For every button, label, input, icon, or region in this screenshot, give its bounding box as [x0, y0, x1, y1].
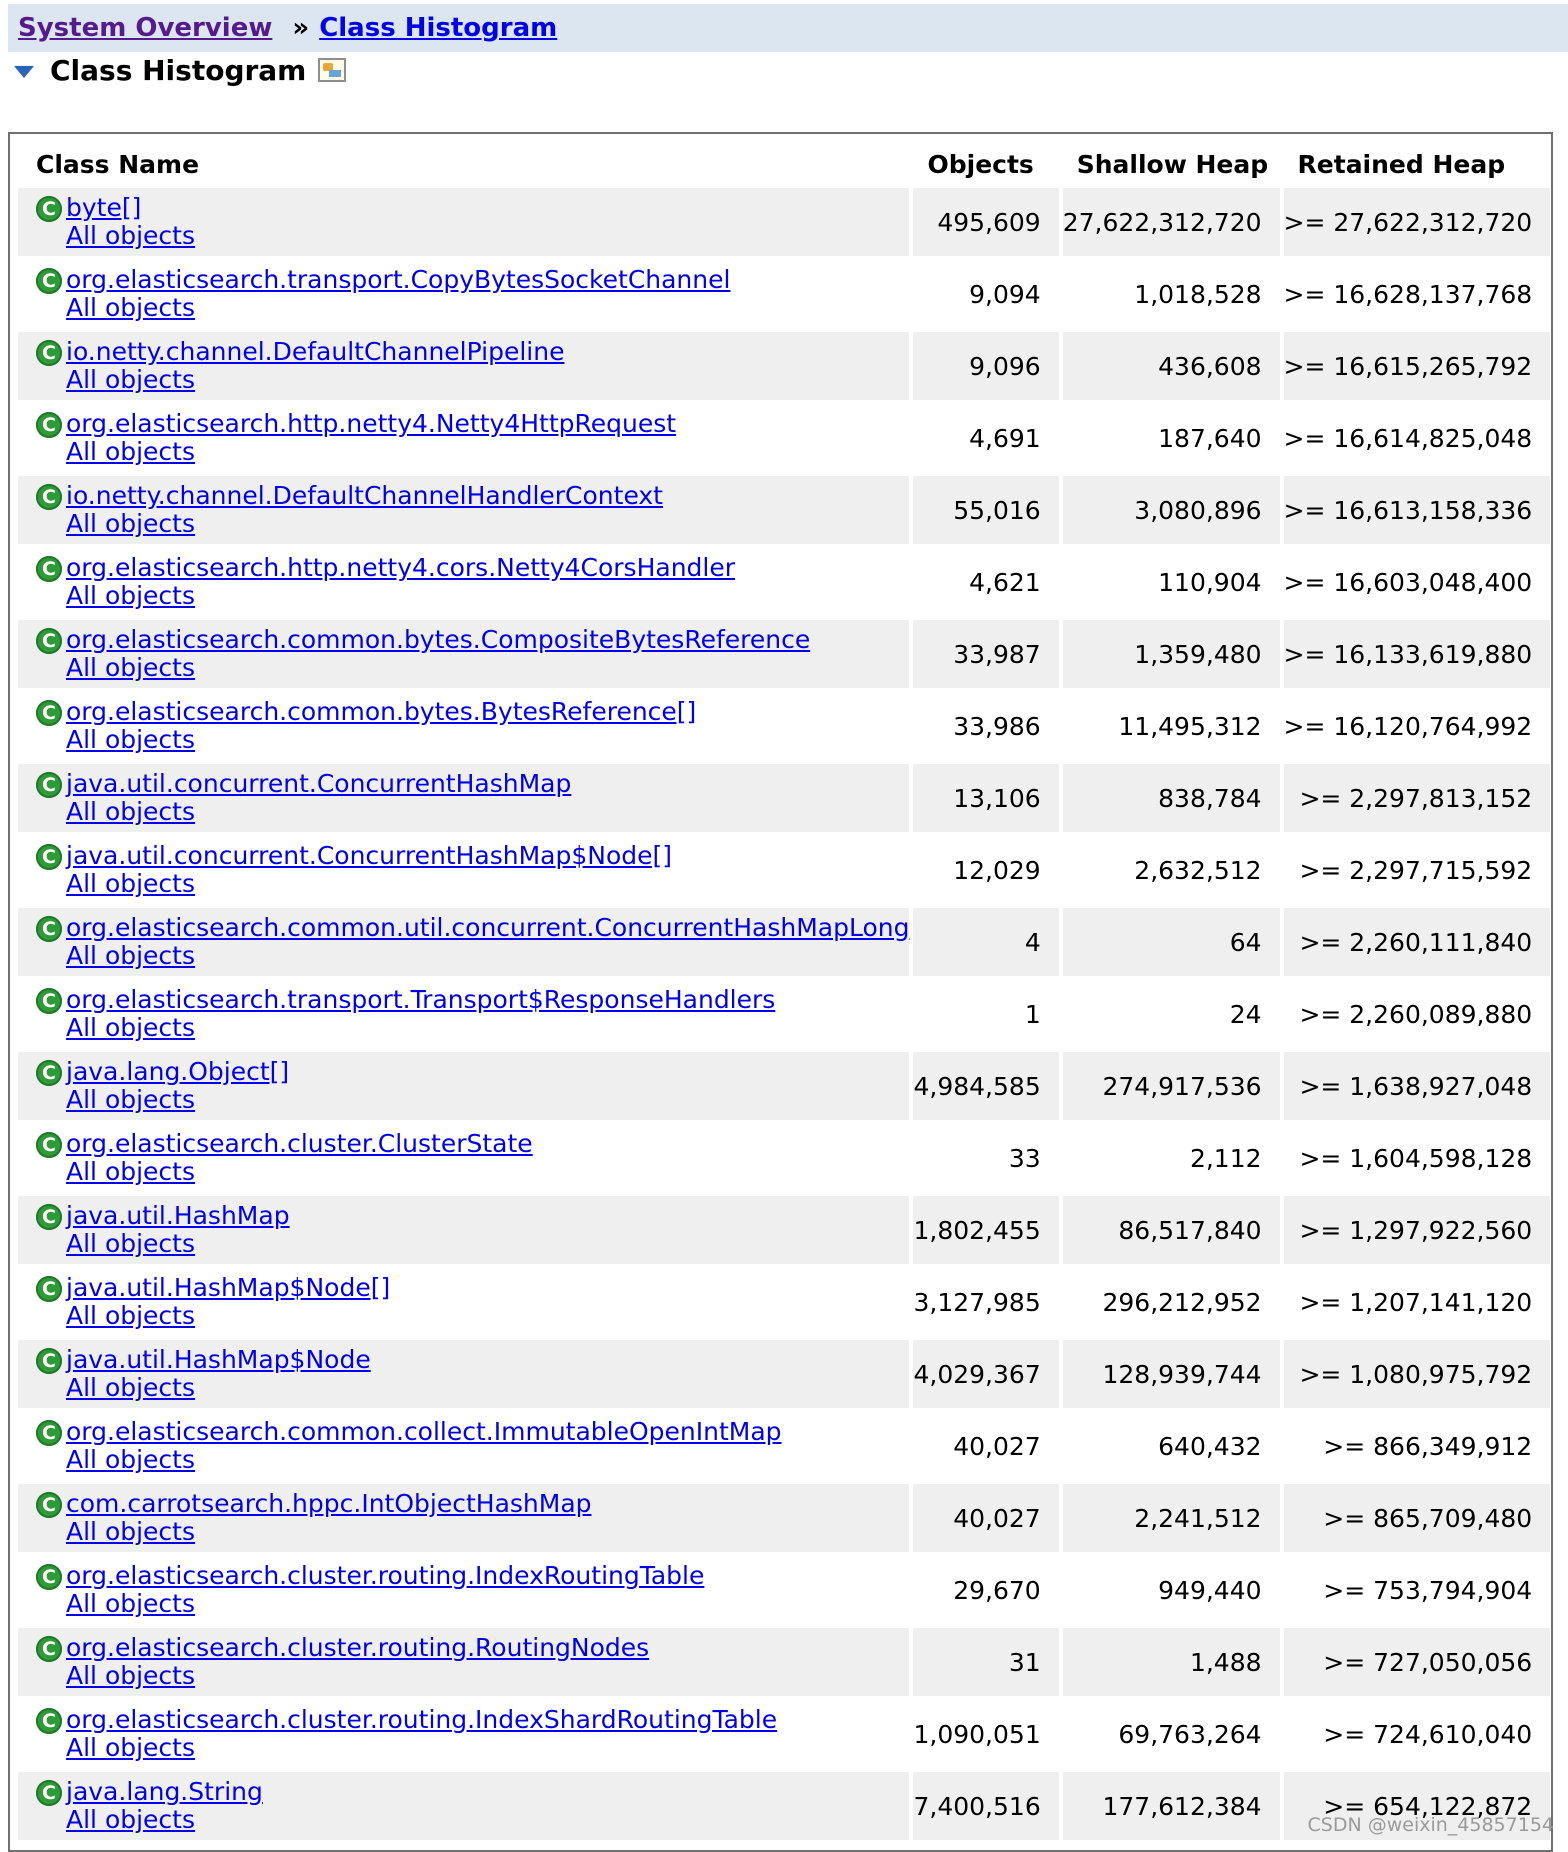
table-row	[18, 188, 1550, 256]
class-name-link[interactable]: org.elasticsearch.common.collect.ImmutableOpenIntMap	[66, 1417, 782, 1446]
class-name-link[interactable]: java.lang.Object[]	[66, 1057, 290, 1086]
shallow-heap-cell: 640,432	[1158, 1431, 1262, 1461]
class-icon: C	[36, 196, 62, 222]
class-name-wrap	[36, 554, 909, 610]
table-row	[18, 1340, 1550, 1408]
shallow-heap-cell: 949,440	[1158, 1575, 1262, 1605]
all-objects-link[interactable]: All objects	[66, 1229, 196, 1258]
all-objects-link[interactable]: All objects	[66, 1373, 196, 1402]
class-icon: C	[36, 1636, 62, 1662]
class-name-lines	[66, 482, 663, 538]
shallow-heap-cell: 27,622,312,720	[1063, 188, 1280, 256]
class-name-wrap	[36, 1418, 909, 1474]
class-name-cell	[18, 1196, 909, 1264]
class-name-lines	[66, 1562, 704, 1618]
class-name-lines	[66, 842, 672, 898]
all-objects-link[interactable]: All objects	[66, 1733, 196, 1762]
class-name-wrap	[36, 1706, 909, 1762]
class-icon: C	[36, 916, 62, 942]
all-objects-link[interactable]: All objects	[66, 293, 196, 322]
class-name-wrap	[36, 1490, 909, 1546]
class-name-link[interactable]: org.elasticsearch.cluster.routing.IndexRoutingTable	[66, 1561, 705, 1590]
section-header	[14, 52, 346, 88]
objects-cell: 40,027	[913, 1484, 1058, 1552]
breadcrumb-system-overview-link[interactable]: System Overview	[18, 13, 273, 43]
class-name-cell	[18, 908, 909, 976]
class-name-wrap	[36, 1058, 909, 1114]
class-name-link[interactable]: byte[]	[66, 193, 142, 222]
objects-cell: 9,096	[913, 332, 1058, 400]
objects-cell: 1,802,455	[913, 1196, 1058, 1264]
class-name-link[interactable]: org.elasticsearch.common.util.concurrent.ConcurrentHashMapLong	[66, 913, 910, 942]
class-name-cell	[18, 764, 909, 832]
objects-cell: 40,027	[953, 1431, 1041, 1461]
retained-heap-cell: >= 2,297,813,152	[1284, 764, 1551, 832]
class-name-cell	[18, 548, 909, 616]
shallow-heap-cell: 110,904	[1158, 567, 1262, 597]
class-name-lines	[66, 1130, 533, 1186]
objects-cell: 9,094	[969, 279, 1041, 309]
class-icon: C	[36, 268, 62, 294]
objects-cell: 1	[1024, 999, 1041, 1029]
class-name-wrap	[36, 1274, 909, 1330]
class-name-wrap	[36, 1346, 909, 1402]
class-name-cell	[18, 692, 909, 760]
retained-heap-cell: >= 753,794,904	[1323, 1575, 1533, 1605]
class-name-wrap	[36, 1562, 909, 1618]
class-icon: C	[36, 772, 62, 798]
all-objects-link[interactable]: All objects	[66, 869, 196, 898]
all-objects-link[interactable]: All objects	[66, 581, 196, 610]
class-name-link[interactable]: org.elasticsearch.common.bytes.CompositeBytesReference	[66, 625, 811, 654]
class-icon: C	[36, 484, 62, 510]
retained-heap-cell: >= 654,122,872	[1284, 1772, 1551, 1840]
shallow-heap-cell: 838,784	[1063, 764, 1280, 832]
objects-cell: 55,016	[913, 476, 1058, 544]
class-name-cell	[18, 1484, 909, 1552]
shallow-heap-cell: 274,917,536	[1063, 1052, 1280, 1120]
class-name-wrap	[36, 338, 909, 394]
class-name-cell	[18, 980, 909, 1048]
breadcrumb	[8, 4, 1568, 52]
table-row	[18, 1412, 1550, 1480]
retained-heap-cell: >= 866,349,912	[1323, 1431, 1533, 1461]
table-row	[18, 692, 1550, 760]
class-icon: C	[36, 556, 62, 582]
objects-cell: 13,106	[913, 764, 1058, 832]
table-row	[18, 260, 1550, 328]
table-row	[18, 836, 1550, 904]
shallow-heap-cell: 64	[1063, 908, 1280, 976]
table-row	[18, 332, 1550, 400]
class-name-cell	[18, 1628, 909, 1696]
all-objects-link[interactable]: All objects	[66, 1301, 196, 1330]
objects-cell: 33,986	[953, 711, 1041, 741]
class-name-cell	[18, 620, 909, 688]
class-name-wrap	[36, 626, 909, 682]
retained-heap-cell: >= 727,050,056	[1284, 1628, 1551, 1696]
objects-cell: 4,691	[969, 423, 1041, 453]
watermark: CSDN @weixin_45857154	[1307, 1814, 1554, 1836]
class-name-wrap	[36, 914, 909, 970]
shallow-heap-cell: 3,080,896	[1063, 476, 1280, 544]
shallow-heap-cell: 1,359,480	[1063, 620, 1280, 688]
class-name-cell	[18, 1556, 909, 1624]
breadcrumb-separator: »	[292, 13, 310, 43]
retained-heap-cell: >= 1,604,598,128	[1299, 1143, 1533, 1173]
class-name-lines	[66, 1634, 649, 1690]
class-name-lines	[66, 338, 564, 394]
class-name-link[interactable]: org.elasticsearch.transport.Transport$ResponseHandlers	[66, 985, 776, 1014]
class-name-link[interactable]: io.netty.channel.DefaultChannelHandlerContext	[66, 481, 663, 510]
column-header-retained-heap[interactable]: Retained Heap	[1297, 149, 1506, 179]
column-header-shallow-heap[interactable]: Shallow Heap	[1076, 149, 1269, 179]
class-name-lines	[66, 1058, 289, 1114]
all-objects-link[interactable]: All objects	[66, 653, 196, 682]
shallow-heap-cell: 2,632,512	[1134, 855, 1262, 885]
class-name-wrap	[36, 986, 909, 1042]
class-icon: C	[36, 1420, 62, 1446]
shallow-heap-cell: 1,488	[1063, 1628, 1280, 1696]
page-title: Class Histogram	[50, 53, 307, 87]
table-row	[18, 908, 1550, 976]
class-name-lines	[66, 1490, 592, 1546]
class-icon: C	[36, 700, 62, 726]
class-name-wrap	[36, 482, 909, 538]
class-name-lines	[66, 914, 909, 970]
shallow-heap-cell: 436,608	[1063, 332, 1280, 400]
all-objects-link[interactable]: All objects	[66, 1157, 196, 1186]
collapse-triangle-icon[interactable]	[14, 66, 34, 78]
class-name-cell	[18, 332, 909, 400]
table-row	[18, 764, 1550, 832]
all-objects-link[interactable]: All objects	[66, 221, 196, 250]
class-name-link[interactable]: java.util.HashMap	[66, 1201, 290, 1230]
class-name-link[interactable]: org.elasticsearch.transport.CopyBytesSocketChannel	[66, 265, 731, 294]
class-icon: C	[36, 1708, 62, 1734]
all-objects-link[interactable]: All objects	[66, 1013, 196, 1042]
all-objects-link[interactable]: All objects	[66, 941, 196, 970]
class-icon: C	[36, 1132, 62, 1158]
objects-cell: 4,984,585	[913, 1052, 1058, 1120]
objects-cell: 495,609	[913, 188, 1058, 256]
all-objects-link[interactable]: All objects	[66, 437, 196, 466]
breadcrumb-class-histogram-link[interactable]: Class Histogram	[319, 13, 558, 43]
table-row	[18, 404, 1550, 472]
class-name-lines	[66, 698, 696, 754]
shallow-heap-cell: 69,763,264	[1118, 1719, 1262, 1749]
class-name-cell	[18, 1340, 909, 1408]
all-objects-link[interactable]: All objects	[66, 1517, 196, 1546]
shallow-heap-cell: 11,495,312	[1118, 711, 1262, 741]
class-name-cell	[18, 1772, 909, 1840]
table-row	[18, 980, 1550, 1048]
objects-cell: 3,127,985	[913, 1287, 1041, 1317]
table-row	[18, 1052, 1550, 1120]
class-histogram-table	[14, 140, 1553, 1844]
class-name-link[interactable]: java.lang.String	[66, 1777, 263, 1806]
class-name-wrap	[36, 1778, 909, 1834]
class-name-cell	[18, 1052, 909, 1120]
class-name-wrap	[36, 410, 909, 466]
retained-heap-cell: >= 16,614,825,048	[1283, 423, 1533, 453]
class-name-link[interactable]: com.carrotsearch.hppc.IntObjectHashMap	[66, 1489, 592, 1518]
histogram-table-frame	[8, 132, 1553, 1852]
all-objects-link[interactable]: All objects	[66, 1085, 196, 1114]
all-objects-link[interactable]: All objects	[66, 1589, 196, 1618]
retained-heap-cell: >= 1,080,975,792	[1284, 1340, 1551, 1408]
class-name-cell	[18, 404, 909, 472]
class-name-link[interactable]: org.elasticsearch.cluster.ClusterState	[66, 1129, 533, 1158]
table-header-row	[18, 144, 1550, 184]
class-name-link[interactable]: java.util.HashMap$Node	[66, 1345, 371, 1374]
objects-cell: 1,090,051	[913, 1719, 1041, 1749]
class-name-cell	[18, 188, 909, 256]
table-row	[18, 548, 1550, 616]
all-objects-link[interactable]: All objects	[66, 1805, 196, 1834]
retained-heap-cell: >= 16,615,265,792	[1284, 332, 1551, 400]
class-name-lines	[66, 1202, 290, 1258]
shallow-heap-cell: 24	[1229, 999, 1262, 1029]
shallow-heap-cell: 128,939,744	[1063, 1340, 1280, 1408]
class-name-lines	[66, 266, 730, 322]
class-name-lines	[66, 410, 676, 466]
objects-cell: 4,621	[969, 567, 1041, 597]
objects-cell: 29,670	[953, 1575, 1041, 1605]
retained-heap-cell: >= 16,613,158,336	[1284, 476, 1551, 544]
class-name-lines	[66, 1274, 390, 1330]
objects-cell: 33	[1008, 1143, 1041, 1173]
class-name-wrap	[36, 770, 909, 826]
objects-cell: 33,987	[913, 620, 1058, 688]
shallow-heap-cell: 2,112	[1189, 1143, 1262, 1173]
all-objects-link[interactable]: All objects	[66, 725, 196, 754]
class-name-cell	[18, 1700, 909, 1768]
class-icon: C	[36, 340, 62, 366]
retained-heap-cell: >= 16,120,764,992	[1283, 711, 1533, 741]
class-icon: C	[36, 1780, 62, 1806]
class-name-wrap	[36, 194, 909, 250]
class-name-link[interactable]: org.elasticsearch.common.bytes.BytesReference[]	[66, 697, 697, 726]
class-icon: C	[36, 1348, 62, 1374]
class-name-link[interactable]: org.elasticsearch.cluster.routing.RoutingNodes	[66, 1633, 650, 1662]
class-name-wrap	[36, 1634, 909, 1690]
class-name-link[interactable]: io.netty.channel.DefaultChannelPipeline	[66, 337, 565, 366]
all-objects-link[interactable]: All objects	[66, 1661, 196, 1690]
class-name-lines	[66, 770, 571, 826]
class-icon: C	[36, 844, 62, 870]
class-icon: C	[36, 628, 62, 654]
class-icon: C	[36, 1060, 62, 1086]
class-name-lines	[66, 1346, 371, 1402]
class-name-link[interactable]: java.util.concurrent.ConcurrentHashMap	[66, 769, 572, 798]
objects-cell: 31	[913, 1628, 1058, 1696]
class-name-cell	[18, 1268, 909, 1336]
class-name-cell	[18, 1412, 909, 1480]
table-row	[18, 1628, 1550, 1696]
retained-heap-cell: >= 1,207,141,120	[1299, 1287, 1533, 1317]
table-row	[18, 1556, 1550, 1624]
class-name-wrap	[36, 842, 909, 898]
all-objects-link[interactable]: All objects	[66, 1445, 196, 1474]
shallow-heap-cell: 296,212,952	[1102, 1287, 1262, 1317]
table-row	[18, 1124, 1550, 1192]
shallow-heap-cell: 1,018,528	[1134, 279, 1262, 309]
retained-heap-cell: >= 2,297,715,592	[1299, 855, 1533, 885]
column-header-class-name[interactable]: Class Name	[36, 149, 200, 179]
class-name-link[interactable]: org.elasticsearch.cluster.routing.IndexShardRoutingTable	[66, 1705, 778, 1734]
class-name-link[interactable]: java.util.HashMap$Node[]	[66, 1273, 391, 1302]
class-icon: C	[36, 1204, 62, 1230]
retained-heap-cell: >= 16,603,048,400	[1283, 567, 1533, 597]
table-row	[18, 1196, 1550, 1264]
retained-heap-cell: >= 1,638,927,048	[1284, 1052, 1551, 1120]
class-name-link[interactable]: org.elasticsearch.http.netty4.cors.Netty4CorsHandler	[66, 553, 736, 582]
class-icon: C	[36, 1564, 62, 1590]
table-row	[18, 620, 1550, 688]
shallow-heap-cell: 187,640	[1158, 423, 1262, 453]
class-icon: C	[36, 1492, 62, 1518]
class-icon: C	[36, 412, 62, 438]
retained-heap-cell: >= 724,610,040	[1323, 1719, 1533, 1749]
table-row	[18, 1268, 1550, 1336]
retained-heap-cell: >= 16,628,137,768	[1283, 279, 1533, 309]
class-name-wrap	[36, 1130, 909, 1186]
objects-cell: 7,400,516	[913, 1772, 1058, 1840]
all-objects-link[interactable]: All objects	[66, 509, 196, 538]
class-name-lines	[66, 986, 775, 1042]
class-name-link[interactable]: java.util.concurrent.ConcurrentHashMap$Node[]	[66, 841, 673, 870]
class-name-cell	[18, 476, 909, 544]
class-name-cell	[18, 836, 909, 904]
class-name-lines	[66, 1418, 782, 1474]
class-name-cell	[18, 260, 909, 328]
class-name-lines	[66, 1706, 777, 1762]
table-row	[18, 1700, 1550, 1768]
shallow-heap-cell: 177,612,384	[1063, 1772, 1280, 1840]
class-name-wrap	[36, 1202, 909, 1258]
table-row	[18, 1484, 1550, 1552]
class-icon: C	[36, 988, 62, 1014]
retained-heap-cell: >= 865,709,480	[1284, 1484, 1551, 1552]
retained-heap-cell: >= 2,260,089,880	[1299, 999, 1533, 1029]
objects-cell: 4,029,367	[913, 1340, 1058, 1408]
class-name-lines	[66, 554, 735, 610]
class-name-lines	[66, 1778, 263, 1834]
class-name-wrap	[36, 698, 909, 754]
class-icon: C	[36, 1276, 62, 1302]
class-name-link[interactable]: org.elasticsearch.http.netty4.Netty4HttpRequest	[66, 409, 677, 438]
retained-heap-cell: >= 16,133,619,880	[1284, 620, 1551, 688]
class-name-lines	[66, 626, 810, 682]
class-name-wrap	[36, 266, 909, 322]
column-header-objects[interactable]: Objects	[927, 149, 1034, 179]
objects-cell: 12,029	[953, 855, 1041, 885]
shallow-heap-cell: 2,241,512	[1063, 1484, 1280, 1552]
retained-heap-cell: >= 1,297,922,560	[1284, 1196, 1551, 1264]
objects-cell: 4	[913, 908, 1058, 976]
class-name-cell	[18, 1124, 909, 1192]
retained-heap-cell: >= 2,260,111,840	[1284, 908, 1551, 976]
table-row	[18, 476, 1550, 544]
retained-heap-cell: >= 27,622,312,720	[1284, 188, 1551, 256]
query-details-icon[interactable]	[318, 58, 346, 82]
class-name-lines	[66, 194, 195, 250]
all-objects-link[interactable]: All objects	[66, 797, 196, 826]
shallow-heap-cell: 86,517,840	[1063, 1196, 1280, 1264]
all-objects-link[interactable]: All objects	[66, 365, 196, 394]
